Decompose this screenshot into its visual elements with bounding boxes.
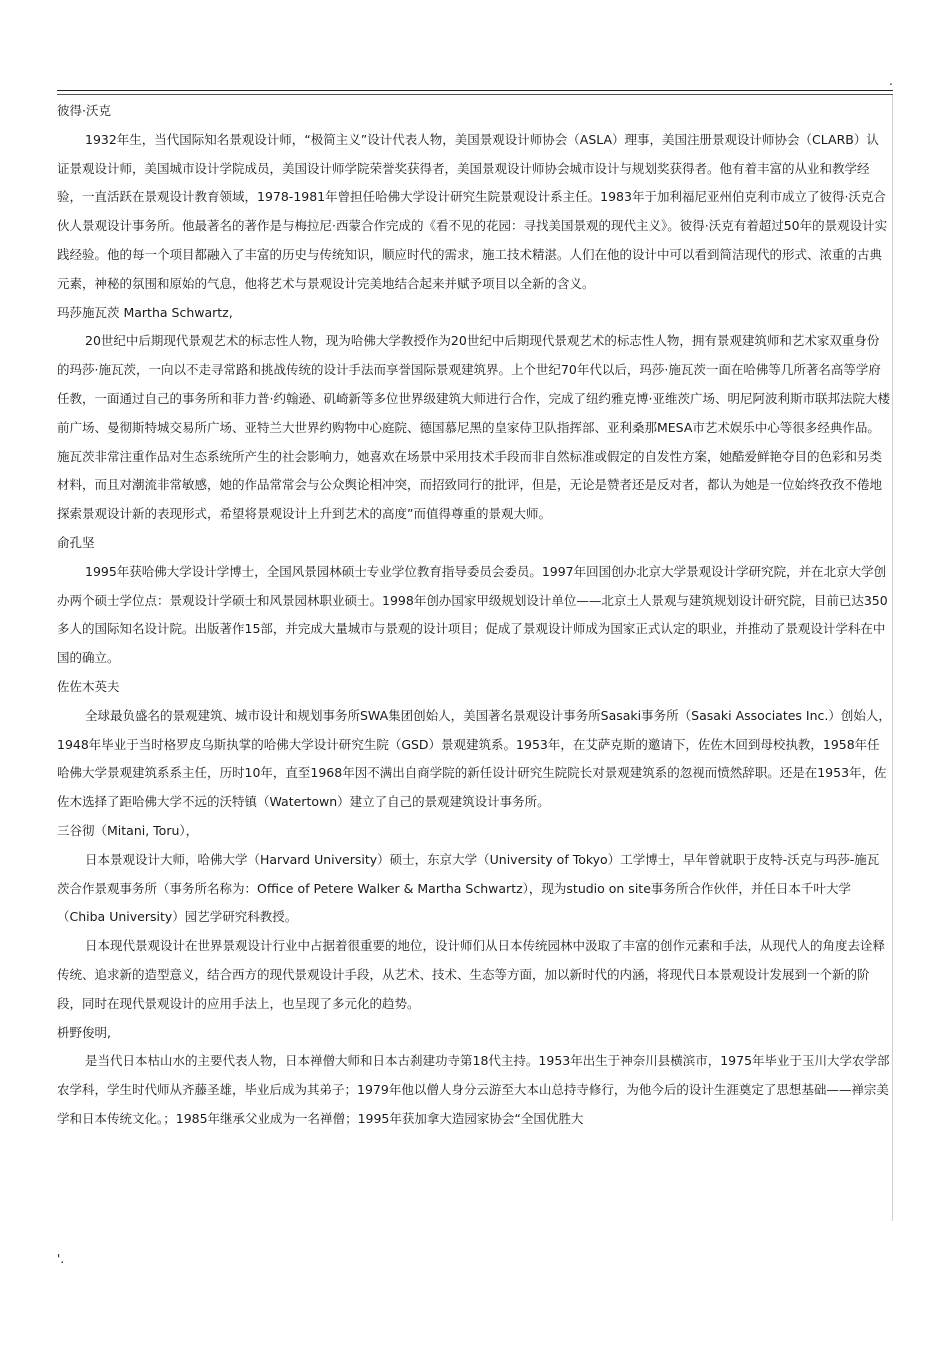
biography-paragraph: 是当代日本枯山水的主要代表人物，日本禅僧大师和日本古刹建功寺第18代主持。1953年出生于神奈川县横滨市，1975年毕业于玉川大学农学部农学科，学生时代师从齐藤圣雄，毕业后成为其弟子；1979年他以僧人身分云游至大本山总持寺修行，为他今后的设计生涯奠定了思想基础——禅宗美学和日本传统文化。；1985年继承父业成为一名禅僧；1995年获加拿大造园家协会“全国优胜大 bbox=[57, 1053, 890, 1126]
right-margin-line bbox=[892, 95, 893, 1221]
document-body bbox=[57, 97, 891, 1134]
person-name: 三谷彻（Mitani, Toru）， bbox=[57, 822, 199, 838]
person-name: 佐佐木英夫 bbox=[57, 678, 120, 694]
biography-paragraph: 日本景观设计大师，哈佛大学（Harvard University）硕士，东京大学（University of Tokyo）工学博士，早年曾就职于皮特-沃克与玛莎-施瓦茨合作景观事务所（事务所名称为：Office of Petere Walker & Martha Schwartz），现为studio on site事务所合作伙伴，并任日本千叶大学（Chiba University）园艺学研究科教授。 bbox=[57, 851, 880, 925]
biography-paragraph: 日本现代景观设计在世界景观设计行业中占据着很重要的地位，设计师们从日本传统园林中汲取了丰富的创作元素和手法，从现代人的角度去诠释传统、追求新的造型意义，结合西方的现代景观设计手段，从艺术、技术、生态等方面，加以新时代的内涵，将现代日本景观设计发展到一个新的阶段，同时在现代景观设计的应用手法上，也呈现了多元化的趋势。 bbox=[57, 938, 886, 1011]
biography-paragraph: 1995年获哈佛大学设计学博士，全国风景园林硕士专业学位教育指导委员会委员。1997年回国创办北京大学景观设计学研究院，并在北京大学创办两个硕士学位点：景观设计学硕士和风景园林职业硕士。1998年创办国家甲级规划设计单位——北京土人景观与建筑规划设计研究院，目前已达350多人的国际知名设计院。出版著作15部，并完成大量城市与景观的设计项目；促成了景观设计师成为国家正式认定的职业，并推动了景观设计学科在中国的确立。 bbox=[57, 563, 888, 666]
page-footer-mark: '. bbox=[57, 1252, 65, 1266]
biography-paragraph: 1932年生，当代国际知名景观设计师，“极简主义”设计代表人物，美国景观设计师协会（ASLA）理事，美国注册景观设计师协会（CLARB）认证景观设计师，美国城市设计学院成员，美国设计师学院荣誉奖获得者，美国景观设计师协会城市设计与规划奖获得者。他有着丰富的从业和教学经验，一直活跃在景观设计教育领域，1978-1981年曾担任哈佛大学设计研究生院景观设计系主任。1983年于加利福尼亚州伯克利市成立了彼得·沃克合伙人景观设计事务所。他最著名的著作是与梅拉尼·西蒙合作完成的《看不见的花园：寻找美国景观的现代主义》。彼得·沃克有着超过50年的景观设计实践经验。他的每一个项目都融入了丰富的历史与传统知识，顺应时代的需求，施工技术精湛。人们在他的设计中可以看到简洁现代的形式、浓重的古典元素，神秘的氛围和原始的气息，他将艺术与景观设计完美地结合起来并赋予项目以全新的含义。 bbox=[57, 131, 888, 291]
person-name: 俞孔坚 bbox=[57, 534, 95, 550]
header-rule bbox=[57, 90, 893, 91]
person-name: 玛莎施瓦茨 Martha Schwartz, bbox=[57, 304, 233, 320]
person-name: 彼得·沃克 bbox=[57, 103, 111, 118]
header-rule-thin bbox=[57, 94, 893, 95]
biography-paragraph: 全球最负盛名的景观建筑、城市设计和规划事务所SWA集团创始人，美国著名景观设计事务所Sasaki事务所（Sasaki Associates Inc.）创始人，1948年毕业于当时格罗皮乌斯执掌的哈佛大学设计研究生院（GSD）景观建筑系。1953年，在艾萨克斯的邀请下，佐佐木回到母校执教，1958年任哈佛大学景观建筑系系主任，历时10年，直至1968年因不满出自商学院的新任设计研究生院院长对景观建筑系的忽视而愤然辞职。还是在1953年，佐佐木选择了距哈佛大学不远的沃特镇（Watertown）建立了自己的景观建筑设计事务所。 bbox=[57, 707, 891, 810]
page-corner-mark: . bbox=[889, 74, 893, 88]
person-name: 枡野俊明, bbox=[57, 1024, 111, 1040]
biography-paragraph: 20世纪中后期现代景观艺术的标志性人物，现为哈佛大学教授作为20世纪中后期现代景观艺术的标志性人物，拥有景观建筑师和艺术家双重身份的玛莎·施瓦茨，一向以不走寻常路和挑战传统的设计手法而享誉国际景观建筑界。上个世纪70年代以后，玛莎·施瓦茨一面在哈佛等几所著名高等学府任教，一面通过自己的事务所和菲力普·约翰逊、矶崎新等多位世界级建筑大师进行合作，完成了纽约雅克博·亚维茨广场、明尼阿波利斯市联邦法院大楼前广场、曼彻斯特城交易所广场、亚特兰大世界约购物中心庭院、德国慕尼黑的皇家侍卫队指挥部、亚利桑那MESA市艺术娱乐中心等很多经典作品。施瓦茨非常注重作品对生态系统所产生的社会影响力，她喜欢在场景中采用技术手段而非自然标准或假定的自发性方案，她酷爱鲜艳夺目的色彩和另类材料，而且对潮流非常敏感，她的作品常常会与公众舆论相冲突，而招致同行的批评，但是，无论是赞者还是反对者，都认为她是一位始终孜孜不倦地探索景观设计新的表现形式，希望将景观设计上升到艺术的高度”而值得尊重的景观大师。 bbox=[57, 333, 890, 522]
